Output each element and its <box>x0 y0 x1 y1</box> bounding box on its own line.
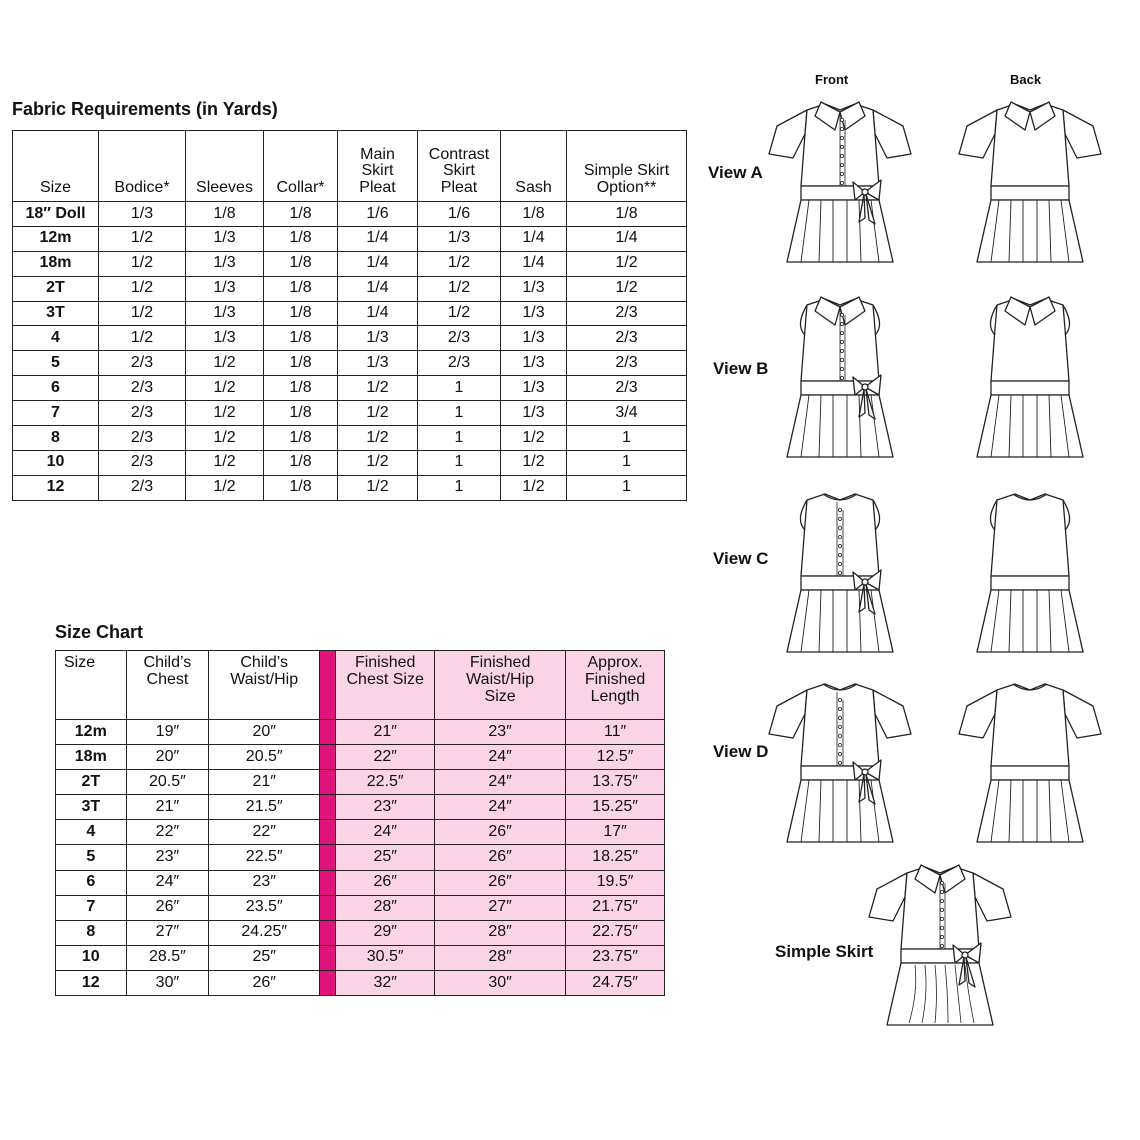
size-chart-cell: 24″ <box>336 820 435 845</box>
fabric-cell: 1/2 <box>501 426 567 451</box>
finished-divider-bar <box>320 820 336 845</box>
size-chart-cell: 24″ <box>435 745 566 770</box>
size-chart-row <box>56 745 665 770</box>
fabric-cell: 1/3 <box>501 401 567 426</box>
fabric-cell: 2/3 <box>99 426 186 451</box>
size-chart-row <box>56 870 665 895</box>
fabric-cell: 2/3 <box>99 475 186 500</box>
size-chart-cell: 24″ <box>435 770 566 795</box>
fabric-cell: 1/3 <box>501 301 567 326</box>
fabric-cell: 1/8 <box>264 376 338 401</box>
fabric-header-cell: Collar* <box>264 131 338 202</box>
size-chart-header-cell: Finished Waist/Hip Size <box>435 651 566 720</box>
fabric-cell: 1/2 <box>186 351 264 376</box>
size-chart-cell: 22.5″ <box>209 845 320 870</box>
size-chart-cell: 22″ <box>209 820 320 845</box>
fabric-size-cell: 6 <box>13 376 99 401</box>
size-chart-size-cell: 4 <box>56 820 127 845</box>
fabric-cell: 1/8 <box>567 202 687 227</box>
front-label: Front <box>815 72 849 87</box>
size-chart-cell: 20″ <box>126 745 209 770</box>
size-chart-cell: 29″ <box>336 920 435 945</box>
fabric-cell: 1/2 <box>186 426 264 451</box>
fabric-cell: 1 <box>418 450 501 475</box>
size-chart-cell: 22.5″ <box>336 770 435 795</box>
view-d-label: View D <box>713 742 769 761</box>
size-chart-cell: 30.5″ <box>336 945 435 970</box>
size-chart-header-cell: Child’s Chest <box>126 651 209 720</box>
view-b-label: View B <box>713 359 769 378</box>
fabric-size-cell: 2T <box>13 276 99 301</box>
fabric-row <box>13 226 687 251</box>
size-chart-cell: 21.5″ <box>209 795 320 820</box>
fabric-cell: 1/3 <box>418 226 501 251</box>
size-chart-cell: 32″ <box>336 970 435 995</box>
fabric-cell: 1/8 <box>264 202 338 227</box>
size-chart-cell: 20″ <box>209 720 320 745</box>
fabric-header-cell: Bodice* <box>99 131 186 202</box>
fabric-cell: 1/2 <box>99 326 186 351</box>
size-chart-cell: 12.5″ <box>566 745 665 770</box>
fabric-row <box>13 326 687 351</box>
fabric-cell: 1/8 <box>264 251 338 276</box>
fabric-cell: 2/3 <box>99 351 186 376</box>
fabric-cell: 1 <box>418 401 501 426</box>
view-a-label: View A <box>708 163 763 182</box>
finished-divider-bar <box>320 920 336 945</box>
fabric-cell: 1 <box>418 426 501 451</box>
fabric-cell: 1/3 <box>338 326 418 351</box>
fabric-row <box>13 251 687 276</box>
fabric-cell: 2/3 <box>99 450 186 475</box>
fabric-cell: 1/3 <box>501 326 567 351</box>
fabric-cell: 1/8 <box>264 326 338 351</box>
fabric-header-cell: Main Skirt Pleat <box>338 131 418 202</box>
finished-divider-bar <box>320 770 336 795</box>
finished-divider-bar <box>320 745 336 770</box>
fabric-size-cell: 18m <box>13 251 99 276</box>
fabric-cell: 2/3 <box>567 301 687 326</box>
fabric-row <box>13 475 687 500</box>
fabric-cell: 1/2 <box>99 276 186 301</box>
fabric-cell: 1/4 <box>501 251 567 276</box>
size-chart-size-cell: 18m <box>56 745 127 770</box>
fabric-cell: 1/3 <box>186 251 264 276</box>
size-chart-cell: 27″ <box>435 895 566 920</box>
size-chart-cell: 21″ <box>336 720 435 745</box>
size-chart-table <box>55 650 665 996</box>
fabric-size-cell: 8 <box>13 426 99 451</box>
back-label: Back <box>1010 72 1042 87</box>
fabric-header-cell: Simple Skirt Option** <box>567 131 687 202</box>
size-chart-row <box>56 895 665 920</box>
view-a-front-dress-illustration <box>765 90 915 270</box>
view-b-back-dress-illustration <box>955 285 1105 465</box>
fabric-row <box>13 202 687 227</box>
fabric-cell: 1/2 <box>418 301 501 326</box>
size-chart-cell: 23″ <box>126 845 209 870</box>
size-chart-cell: 21.75″ <box>566 895 665 920</box>
size-chart-cell: 25″ <box>336 845 435 870</box>
fabric-cell: 1/2 <box>338 450 418 475</box>
fabric-cell: 1 <box>418 376 501 401</box>
fabric-cell: 1/8 <box>264 301 338 326</box>
fabric-size-cell: 3T <box>13 301 99 326</box>
fabric-cell: 1/4 <box>338 251 418 276</box>
view-b-front-dress-illustration <box>765 285 915 465</box>
size-chart-size-cell: 3T <box>56 795 127 820</box>
view-d-back-dress-illustration <box>955 670 1105 850</box>
size-chart-size-cell: 10 <box>56 945 127 970</box>
fabric-cell: 1/2 <box>338 401 418 426</box>
fabric-cell: 1/4 <box>338 226 418 251</box>
fabric-requirements-table <box>12 130 687 501</box>
finished-divider-bar <box>320 845 336 870</box>
fabric-header-cell: Sash <box>501 131 567 202</box>
simple-skirt-label: Simple Skirt <box>775 942 874 961</box>
fabric-cell: 1/3 <box>186 301 264 326</box>
size-chart-header-cell: Child’s Waist/Hip <box>209 651 320 720</box>
size-chart-cell: 22″ <box>336 745 435 770</box>
size-chart-header-row <box>56 651 665 720</box>
finished-divider-bar <box>320 651 336 720</box>
finished-divider-bar <box>320 720 336 745</box>
fabric-size-cell: 5 <box>13 351 99 376</box>
fabric-header-cell: Size <box>13 131 99 202</box>
fabric-size-cell: 10 <box>13 450 99 475</box>
fabric-row <box>13 426 687 451</box>
fabric-cell: 1/2 <box>338 426 418 451</box>
fabric-cell: 1/3 <box>338 351 418 376</box>
fabric-cell: 1/4 <box>567 226 687 251</box>
fabric-cell: 1 <box>567 475 687 500</box>
size-chart-cell: 24″ <box>126 870 209 895</box>
size-chart-cell: 24.25″ <box>209 920 320 945</box>
fabric-cell: 2/3 <box>418 326 501 351</box>
fabric-cell: 1/2 <box>501 475 567 500</box>
size-chart-header-cell: Size <box>56 651 127 720</box>
size-chart-cell: 22.75″ <box>566 920 665 945</box>
fabric-cell: 1/8 <box>264 426 338 451</box>
finished-divider-bar <box>320 970 336 995</box>
size-chart-header-cell: Finished Chest Size <box>336 651 435 720</box>
fabric-cell: 1 <box>567 450 687 475</box>
fabric-cell: 1/3 <box>186 326 264 351</box>
size-chart-cell: 23.5″ <box>209 895 320 920</box>
fabric-header-cell: Contrast Skirt Pleat <box>418 131 501 202</box>
fabric-cell: 1/2 <box>418 276 501 301</box>
fabric-cell: 1/2 <box>99 251 186 276</box>
size-chart-cell: 19″ <box>126 720 209 745</box>
fabric-cell: 1/8 <box>501 202 567 227</box>
size-chart-cell: 28.5″ <box>126 945 209 970</box>
fabric-cell: 1 <box>418 475 501 500</box>
fabric-size-cell: 12m <box>13 226 99 251</box>
size-chart-cell: 23″ <box>435 720 566 745</box>
fabric-row <box>13 450 687 475</box>
simple-skirt-dress-illustration <box>865 853 1015 1033</box>
finished-divider-bar <box>320 895 336 920</box>
fabric-cell: 1/3 <box>501 351 567 376</box>
fabric-cell: 1/4 <box>338 276 418 301</box>
fabric-row <box>13 376 687 401</box>
fabric-row <box>13 301 687 326</box>
fabric-row <box>13 401 687 426</box>
size-chart-cell: 26″ <box>126 895 209 920</box>
size-chart-cell: 26″ <box>336 870 435 895</box>
size-chart-row <box>56 845 665 870</box>
size-chart-size-cell: 7 <box>56 895 127 920</box>
size-chart-size-cell: 12m <box>56 720 127 745</box>
fabric-cell: 2/3 <box>567 376 687 401</box>
size-chart-cell: 22″ <box>126 820 209 845</box>
finished-divider-bar <box>320 945 336 970</box>
size-chart-row <box>56 945 665 970</box>
fabric-cell: 1/8 <box>264 276 338 301</box>
size-chart-size-cell: 2T <box>56 770 127 795</box>
fabric-cell: 1/6 <box>418 202 501 227</box>
fabric-cell: 1/4 <box>501 226 567 251</box>
size-chart-cell: 21″ <box>209 770 320 795</box>
fabric-row <box>13 351 687 376</box>
fabric-cell: 2/3 <box>418 351 501 376</box>
size-chart-cell: 13.75″ <box>566 770 665 795</box>
fabric-cell: 1/8 <box>186 202 264 227</box>
fabric-row <box>13 276 687 301</box>
size-chart-row <box>56 970 665 995</box>
size-chart-cell: 23″ <box>209 870 320 895</box>
view-c-front-dress-illustration <box>765 480 915 660</box>
size-chart-size-cell: 5 <box>56 845 127 870</box>
size-chart-cell: 28″ <box>336 895 435 920</box>
size-chart-cell: 28″ <box>435 920 566 945</box>
view-c-back-dress-illustration <box>955 480 1105 660</box>
size-chart-header-cell: Approx. Finished Length <box>566 651 665 720</box>
fabric-cell: 1/3 <box>501 376 567 401</box>
size-chart-cell: 27″ <box>126 920 209 945</box>
size-chart-cell: 26″ <box>435 820 566 845</box>
fabric-cell: 1/6 <box>338 202 418 227</box>
fabric-cell: 1/2 <box>567 251 687 276</box>
size-chart-row <box>56 720 665 745</box>
fabric-cell: 1/8 <box>264 450 338 475</box>
size-chart-row <box>56 820 665 845</box>
size-chart-size-cell: 8 <box>56 920 127 945</box>
size-chart-cell: 23″ <box>336 795 435 820</box>
fabric-cell: 2/3 <box>99 401 186 426</box>
fabric-header-cell: Sleeves <box>186 131 264 202</box>
fabric-cell: 2/3 <box>99 376 186 401</box>
fabric-size-cell: 12 <box>13 475 99 500</box>
fabric-cell: 1/2 <box>338 376 418 401</box>
fabric-cell: 1/8 <box>264 351 338 376</box>
size-chart-cell: 17″ <box>566 820 665 845</box>
fabric-size-cell: 7 <box>13 401 99 426</box>
size-chart-cell: 19.5″ <box>566 870 665 895</box>
size-chart-cell: 28″ <box>435 945 566 970</box>
fabric-cell: 1/2 <box>186 450 264 475</box>
fabric-cell: 1/8 <box>264 226 338 251</box>
size-chart-row <box>56 920 665 945</box>
fabric-cell: 1/2 <box>99 301 186 326</box>
fabric-cell: 1 <box>567 426 687 451</box>
size-chart-cell: 25″ <box>209 945 320 970</box>
view-a-back-dress-illustration <box>955 90 1105 270</box>
size-chart-row <box>56 770 665 795</box>
size-chart-cell: 20.5″ <box>126 770 209 795</box>
fabric-header-row <box>13 131 687 202</box>
fabric-size-cell: 18″ Doll <box>13 202 99 227</box>
fabric-cell: 2/3 <box>567 351 687 376</box>
size-chart-cell: 30″ <box>435 970 566 995</box>
finished-divider-bar <box>320 795 336 820</box>
fabric-cell: 1/3 <box>186 276 264 301</box>
size-chart-row <box>56 795 665 820</box>
finished-divider-bar <box>320 870 336 895</box>
size-chart-cell: 24.75″ <box>566 970 665 995</box>
fabric-cell: 1/2 <box>99 226 186 251</box>
size-chart-cell: 30″ <box>126 970 209 995</box>
view-d-front-dress-illustration <box>765 670 915 850</box>
fabric-cell: 1/2 <box>186 376 264 401</box>
size-chart-cell: 18.25″ <box>566 845 665 870</box>
size-chart-cell: 21″ <box>126 795 209 820</box>
fabric-cell: 1/3 <box>501 276 567 301</box>
size-chart-cell: 26″ <box>435 845 566 870</box>
size-chart-cell: 26″ <box>435 870 566 895</box>
fabric-cell: 1/8 <box>264 475 338 500</box>
size-chart-cell: 24″ <box>435 795 566 820</box>
fabric-cell: 1/3 <box>186 226 264 251</box>
fabric-size-cell: 4 <box>13 326 99 351</box>
fabric-cell: 3/4 <box>567 401 687 426</box>
fabric-cell: 1/2 <box>418 251 501 276</box>
size-chart-title: Size Chart <box>55 622 144 642</box>
fabric-cell: 1/2 <box>567 276 687 301</box>
fabric-cell: 1/4 <box>338 301 418 326</box>
fabric-cell: 2/3 <box>567 326 687 351</box>
size-chart-cell: 23.75″ <box>566 945 665 970</box>
fabric-cell: 1/2 <box>501 450 567 475</box>
fabric-cell: 1/2 <box>186 401 264 426</box>
fabric-cell: 1/3 <box>99 202 186 227</box>
size-chart-cell: 15.25″ <box>566 795 665 820</box>
view-c-label: View C <box>713 549 769 568</box>
fabric-cell: 1/8 <box>264 401 338 426</box>
fabric-cell: 1/2 <box>338 475 418 500</box>
size-chart-cell: 11″ <box>566 720 665 745</box>
size-chart-size-cell: 12 <box>56 970 127 995</box>
fabric-requirements-title: Fabric Requirements (in Yards) <box>12 99 278 119</box>
size-chart-cell: 26″ <box>209 970 320 995</box>
size-chart-cell: 20.5″ <box>209 745 320 770</box>
size-chart-size-cell: 6 <box>56 870 127 895</box>
fabric-cell: 1/2 <box>186 475 264 500</box>
